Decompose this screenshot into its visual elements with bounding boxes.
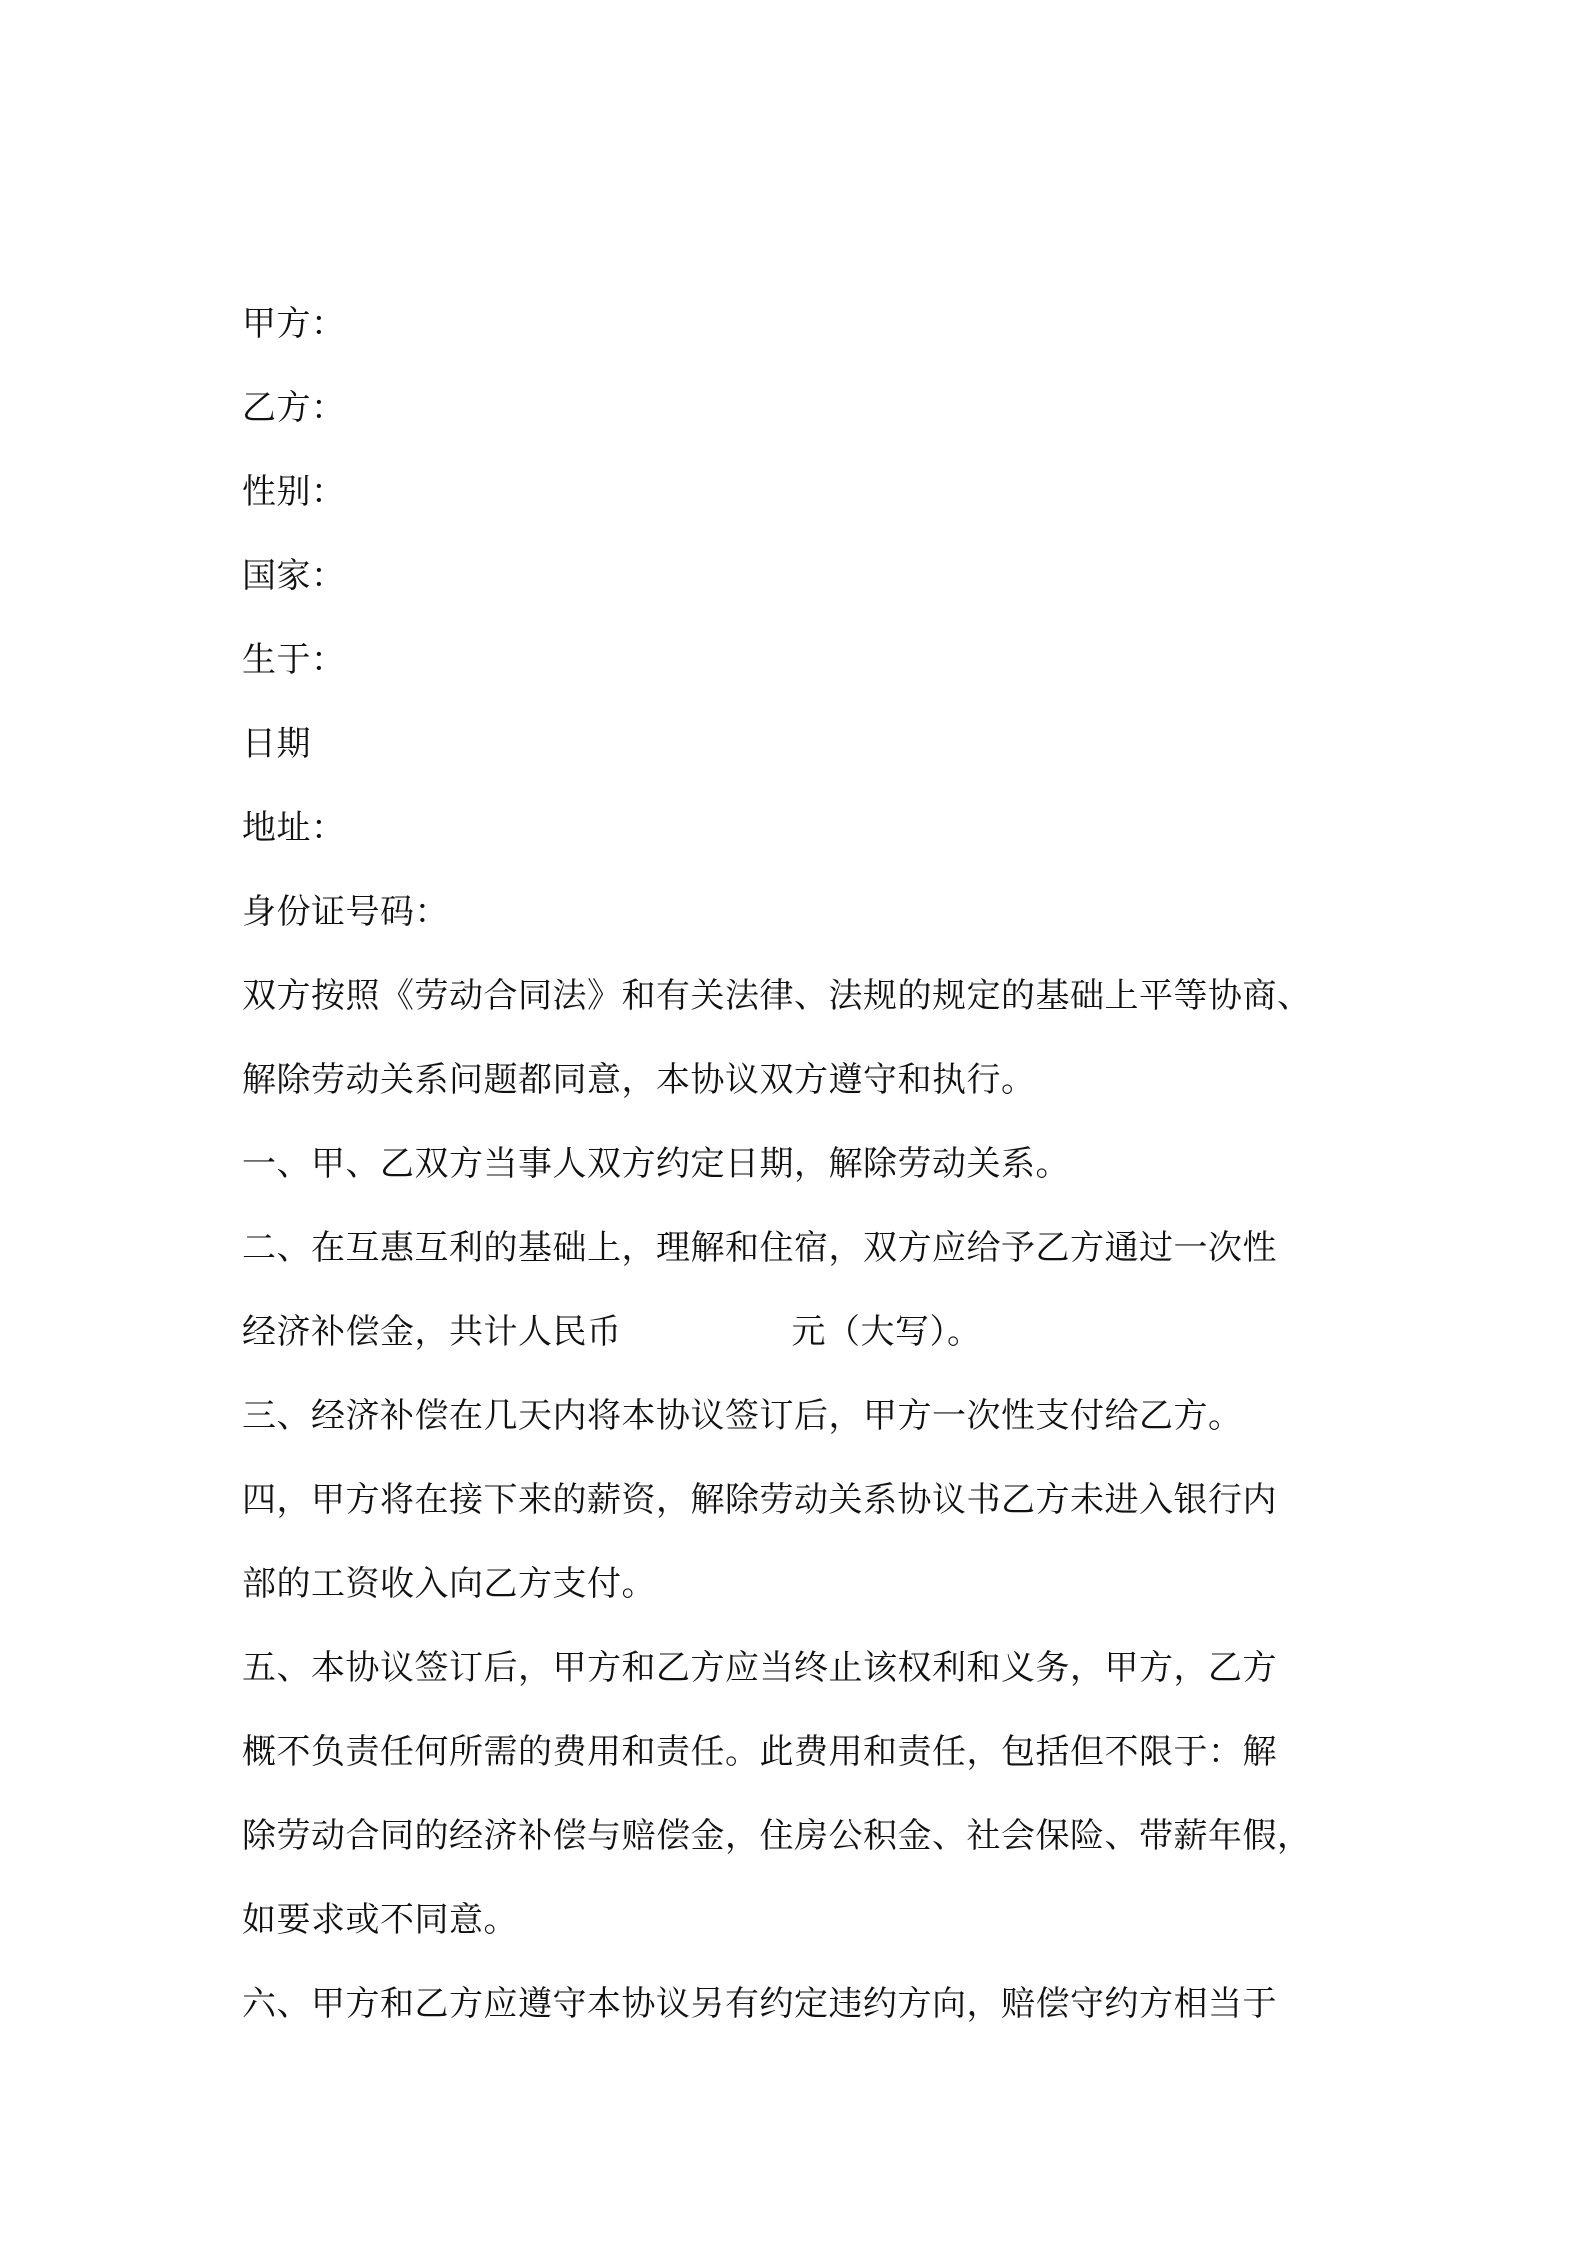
field-country: 国家：: [242, 556, 346, 596]
field-id-number: 身份证号码：: [242, 892, 449, 932]
field-gender: 性别：: [242, 472, 346, 512]
document-body: [242, 282, 1352, 2046]
clause-4-line: 部的工资收入向乙方支付。: [242, 1564, 656, 1604]
intro-line: 双方按照《劳动合同法》和有关法律、法规的规定的基础上平等协商、: [242, 976, 1312, 1016]
clause-2-amount-suffix: 元（大写）。: [791, 1312, 982, 1352]
field-party-b: 乙方：: [242, 388, 346, 428]
clause-5-line: 五、本协议签订后，甲方和乙方应当终止该权利和义务，甲方，乙方: [242, 1648, 1277, 1688]
clause-6-line: 六、甲方和乙方应遵守本协议另有约定违约方向，赔偿守约方相当于: [242, 1984, 1277, 2024]
clause-2-line: 二、在互惠互利的基础上，理解和住宿，双方应给予乙方通过一次性: [242, 1228, 1277, 1268]
clause-3-line: 三、经济补偿在几天内将本协议签订后，甲方一次性支付给乙方。: [242, 1396, 1243, 1436]
clause-1-line: 一、甲、乙双方当事人双方约定日期，解除劳动关系。: [242, 1144, 1070, 1184]
field-birthplace: 生于：: [242, 640, 346, 680]
clause-4-line: 四，甲方将在接下来的薪资，解除劳动关系协议书乙方未进入银行内: [242, 1480, 1277, 1520]
intro-line: 解除劳动关系问题都同意，本协议双方遵守和执行。: [242, 1060, 1036, 1100]
clause-5-line: 除劳动合同的经济补偿与赔偿金，住房公积金、社会保险、带薪年假，: [242, 1816, 1312, 1856]
clause-5-line: 如要求或不同意。: [242, 1900, 518, 1940]
field-date: 日期: [242, 724, 311, 764]
clause-2-amount-prefix: 经济补偿金，共计人民币: [242, 1312, 622, 1352]
field-party-a: 甲方：: [242, 304, 346, 344]
clause-2-amount-line: [242, 1290, 1352, 1374]
field-address: 地址：: [242, 808, 346, 848]
clause-5-line: 概不负责任何所需的费用和责任。此费用和责任，包括但不限于：解: [242, 1732, 1277, 1772]
